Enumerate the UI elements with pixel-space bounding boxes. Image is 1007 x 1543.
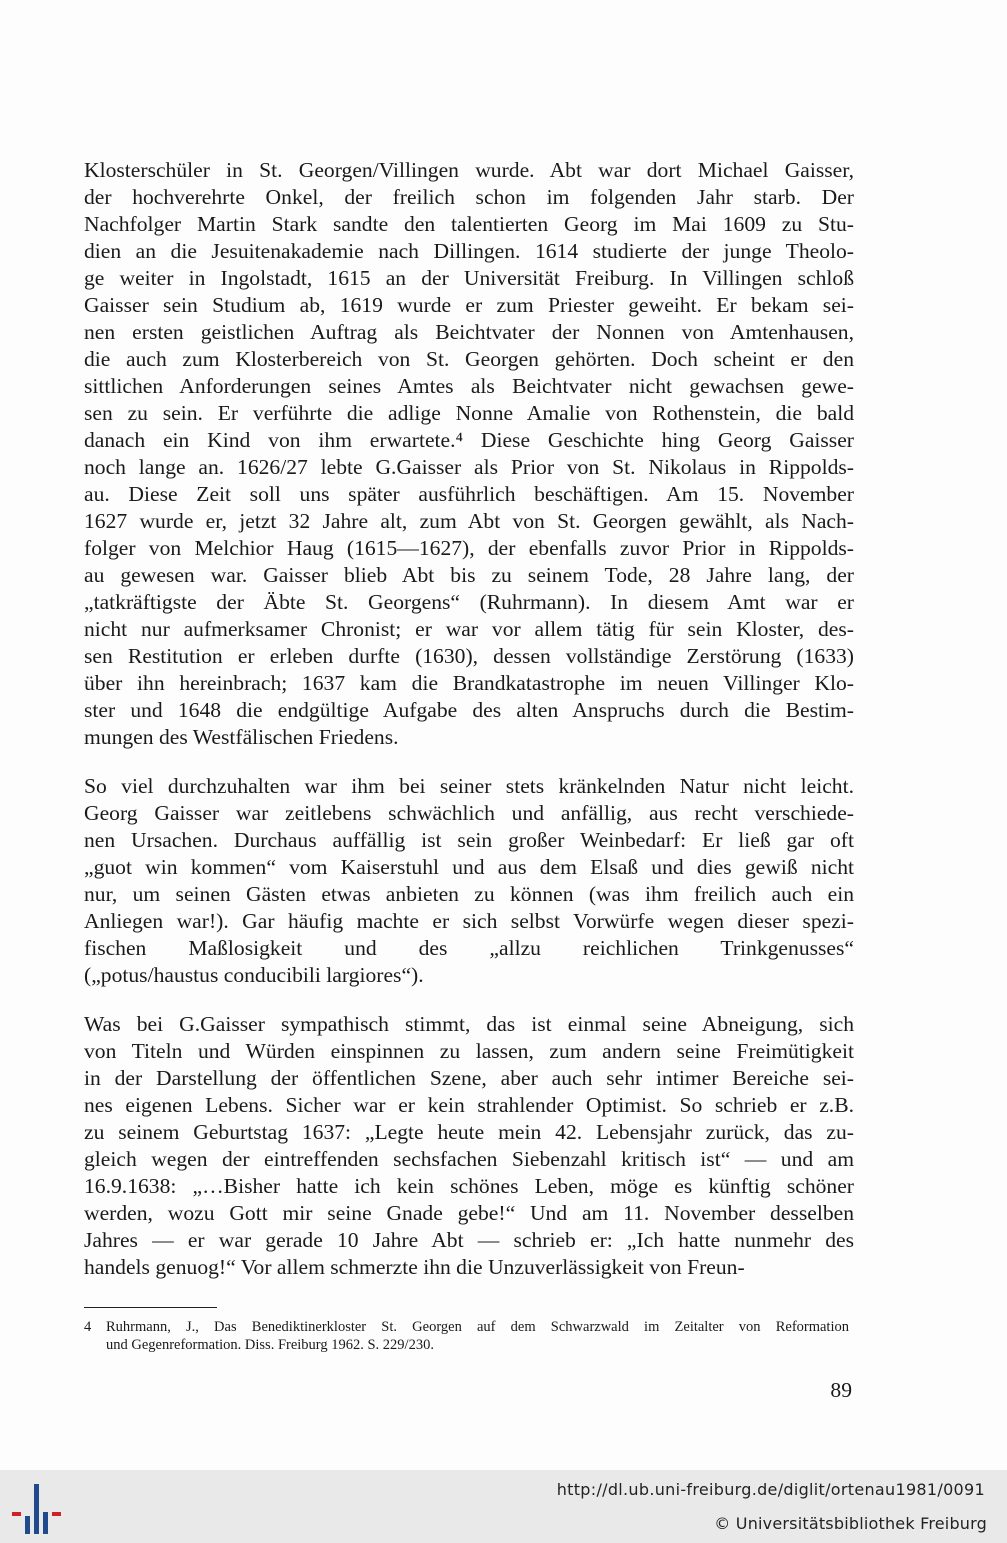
text-line: zu seinem Geburtstag 1637: „Legte heute mein 42. Lebensjahr zurück, das zu- bbox=[84, 1120, 854, 1144]
text-line: fischen Maßlosigkeit und des „allzu reichlichen Trinkgenusses“ bbox=[84, 936, 854, 960]
text-line: dien an die Jesuitenakademie nach Dillingen. 1614 studierte der junge Theolo- bbox=[84, 239, 854, 263]
footer-url-link[interactable]: http://dl.ub.uni-freiburg.de/diglit/ortenau1981/0091 bbox=[556, 1480, 985, 1499]
text-line: nur, um seinen Gästen etwas anbieten zu können (was ihm freilich auch ein bbox=[84, 882, 854, 906]
text-line: sen zu sein. Er verführte die adlige Nonne Amalie von Rothenstein, die bald bbox=[84, 401, 854, 425]
footnote bbox=[84, 1318, 849, 1354]
text-line: Nachfolger Martin Stark sandte den talentierten Georg im Mai 1609 zu Stu- bbox=[84, 212, 854, 236]
text-line: gleich wegen der eintreffenden sechsfachen Siebenzahl kritisch ist“ — und am bbox=[84, 1147, 854, 1171]
text-line: handels genuog!“ Vor allem schmerzte ihn die Unzuverlässigkeit von Freun- bbox=[84, 1255, 745, 1279]
text-line: folger von Melchior Haug (1615—1627), der ebenfalls zuvor Prior in Rippolds- bbox=[84, 536, 854, 560]
text-line: von Titeln und Würden einspinnen zu lassen, zum andern seine Freimütigkeit bbox=[84, 1039, 854, 1063]
text-line: 1627 wurde er, jetzt 32 Jahre alt, zum Abt von St. Georgen gewählt, als Nach- bbox=[84, 509, 854, 533]
text-line: über ihn hereinbrach; 1637 kam die Brandkatastrophe im neuen Villinger Klo- bbox=[84, 671, 854, 695]
text-line: mungen des Westfälischen Friedens. bbox=[84, 725, 399, 749]
text-line: sittlichen Anforderungen seines Amtes als Beichtvater nicht gewachsen gewe- bbox=[84, 374, 854, 398]
text-line: Anliegen war!). Gar häufig machte er sich selbst Vorwürfe wegen dieser spezi- bbox=[84, 909, 854, 933]
text-line: ge weiter in Ingolstadt, 1615 an der Universität Freiburg. In Villingen schloß bbox=[84, 266, 854, 290]
footer-bar bbox=[0, 1470, 1007, 1543]
text-line: „tatkräftigste der Äbte St. Georgens“ (Ruhrmann). In diesem Amt war er bbox=[84, 590, 854, 614]
text-line: sen Restitution er erleben durfte (1630), dessen vollständige Zerstörung (1633) bbox=[84, 644, 854, 668]
text-line: So viel durchzuhalten war ihm bei seiner stets kränkelnden Natur nicht leicht. bbox=[84, 774, 854, 798]
paragraph bbox=[84, 1011, 854, 1281]
footer-copyright: © Universitätsbibliothek Freiburg bbox=[714, 1514, 987, 1533]
text-line: Jahres — er war gerade 10 Jahre Abt — schrieb er: „Ich hatte nunmehr des bbox=[84, 1228, 854, 1252]
text-line: ster und 1648 die endgültige Aufgabe des alten Anspruchs durch die Bestim- bbox=[84, 698, 854, 722]
text-line: nen ersten geistlichen Auftrag als Beichtvater der Nonnen von Amtenhausen, bbox=[84, 320, 854, 344]
footnote-number: 4 bbox=[84, 1319, 92, 1335]
paragraph bbox=[84, 157, 854, 751]
page-number: 89 bbox=[830, 1378, 852, 1402]
paragraph bbox=[84, 773, 854, 989]
footnote-line: 4 Ruhrmann, J., Das Benediktinerkloster St. Georgen auf dem Schwarzwald im Zeitalter von Reformation bbox=[84, 1319, 849, 1335]
text-line: „guot win kommen“ vom Kaiserstuhl und aus dem Elsaß und dies gewiß nicht bbox=[84, 855, 854, 879]
text-line: noch lange an. 1626/27 lebte G.Gaisser als Prior von St. Nikolaus in Rippolds- bbox=[84, 455, 854, 479]
body-text bbox=[84, 157, 854, 1281]
text-line: in der Darstellung der öffentlichen Szene, aber auch sehr intimer Bereiche sei- bbox=[84, 1066, 854, 1090]
text-line: nen Ursachen. Durchaus auffällig ist sein großer Weinbedarf: Er ließ gar oft bbox=[84, 828, 854, 852]
text-line: danach ein Kind von ihm erwartete.⁴ Diese Geschichte hing Georg Gaisser bbox=[84, 428, 854, 452]
text-line: („potus/haustus conducibili largiores“). bbox=[84, 963, 424, 987]
text-line: die auch zum Klosterbereich von St. Georgen gehörten. Doch scheint er den bbox=[84, 347, 854, 371]
footnote-rule bbox=[84, 1307, 217, 1308]
text-line: 16.9.1638: „…Bisher hatte ich kein schönes Leben, möge es künftig schöner bbox=[84, 1174, 854, 1198]
footnote-line: und Gegenreformation. Diss. Freiburg 1962. S. 229/230. bbox=[106, 1337, 434, 1353]
text-line: au gewesen war. Gaisser blieb Abt bis zu seinem Tode, 28 Jahre lang, der bbox=[84, 563, 854, 587]
text-line: Klosterschüler in St. Georgen/Villingen wurde. Abt war dort Michael Gaisser, bbox=[84, 158, 854, 182]
text-line: Georg Gaisser war zeitlebens schwächlich und anfällig, aus recht verschiede- bbox=[84, 801, 854, 825]
text-line: Gaisser sein Studium ab, 1619 wurde er zum Priester geweiht. Er bekam sei- bbox=[84, 293, 854, 317]
text-line: werden, wozu Gott mir seine Gnade gebe!“ Und am 11. November desselben bbox=[84, 1201, 854, 1225]
text-line: au. Diese Zeit soll uns später ausführlich beschäftigen. Am 15. November bbox=[84, 482, 854, 506]
text-line: der hochverehrte Onkel, der freilich schon im folgenden Jahr starb. Der bbox=[84, 185, 854, 209]
text-line: nicht nur aufmerksamer Chronist; er war vor allem tätig für sein Kloster, des- bbox=[84, 617, 854, 641]
text-line: Was bei G.Gaisser sympathisch stimmt, das ist einmal seine Abneigung, sich bbox=[84, 1012, 854, 1036]
text-line: nes eigenen Lebens. Sicher war er kein strahlender Optimist. So schrieb er z.B. bbox=[84, 1093, 854, 1117]
ub-freiburg-logo-icon bbox=[10, 1482, 64, 1536]
